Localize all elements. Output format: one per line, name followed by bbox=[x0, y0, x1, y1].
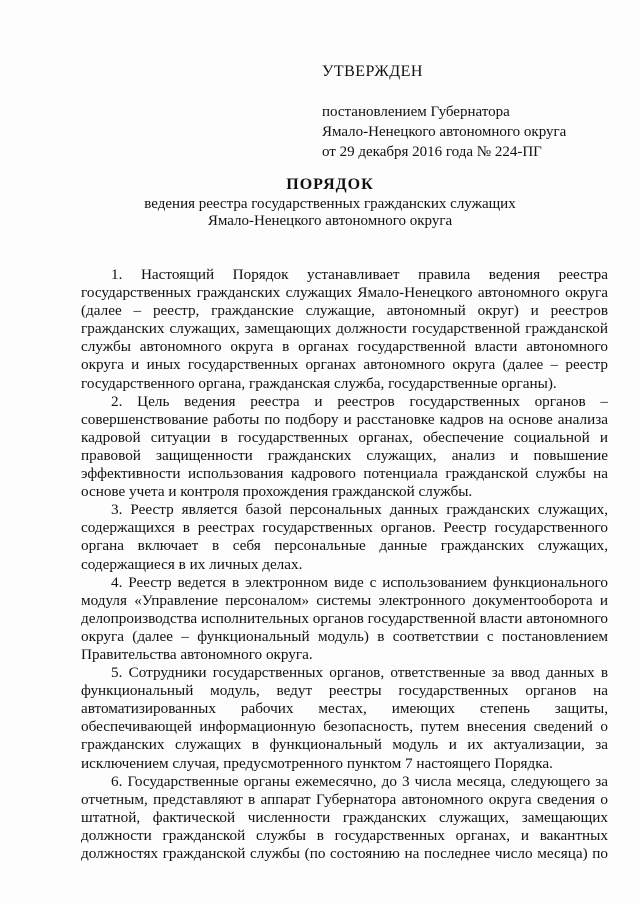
document-body bbox=[81, 266, 608, 863]
approval-line: Ямало-Ненецкого автономного округа bbox=[322, 124, 567, 140]
approval-line: постановлением Губернатора bbox=[322, 104, 510, 120]
document-title-block bbox=[60, 176, 600, 230]
document-title: ПОРЯДОК bbox=[286, 176, 374, 193]
approval-line: от 29 декабря 2016 года № 224-ПГ bbox=[322, 144, 542, 160]
paragraph-6: 6. Государственные органы ежемесячно, до 3 числа месяца, следующего за отчетным, представляют в аппарат Губернатора автономного округа сведения о штатной, фактической численности гражданских служащих, замещающих должности гражданской службы в государственных органах, и вакантных должностях гражданской службы (по состоянию на последнее число месяца) по bbox=[81, 772, 608, 862]
approval-heading: УТВЕРЖДЕН bbox=[322, 63, 423, 80]
paragraph-4: 4. Реестр ведется в электронном виде с использованием функционального модуля «Управление персоналом» системы электронного документооборота и делопроизводства исполнительных органов государственной власти автономного округа (далее – функциональный модуль) в соответствии с постановлением Правительства автономного округа. bbox=[81, 573, 608, 663]
paragraph-1: 1. Настоящий Порядок устанавливает правила ведения реестра государственных гражданских служащих Ямало-Ненецкого автономного округа (далее – реестр, гражданские служащие, автономный округ) и реестров гражданских служащих, замещающих должности государственной гражданской службы автономного округа в органах государственной власти автономного округа и иных государственных органах автономного округа (далее – реестр государственного органа, гражданская служба, государственные органы). bbox=[81, 266, 608, 392]
paragraph-2: 2. Цель ведения реестра и реестров государственных органов – совершенствование работы по подбору и расстановке кадров на основе анализа кадровой ситуации в государственных органах, обеспечение социальной и правовой защищенности гражданских служащих, анализ и повышение эффективности использования кадрового потенциала гражданской службы на основе учета и контроля прохождения гражданской службы. bbox=[81, 392, 608, 501]
paragraph-5: 5. Сотрудники государственных органов, ответственные за ввод данных в функциональный модуль, ведут реестры государственных органов на автоматизированных рабочих местах, имеющих степень защиты, обеспечивающей информационную безопасность, путем внесения сведений о гражданских служащих в функциональный модуль и их актуализации, за исключением случая, предусмотренного пунктом 7 настоящего Порядка. bbox=[81, 664, 608, 772]
approval-stamp bbox=[322, 62, 622, 162]
document-subtitle: Ямало-Ненецкого автономного округа bbox=[207, 213, 453, 229]
paragraph-3: 3. Реестр является базой персональных данных гражданских служащих, содержащихся в реестрах государственных органов. Реестр государственного органа включает в себя персональные данные гражданских служащих, содержащиеся в их личных делах. bbox=[81, 501, 608, 573]
document-subtitle: ведения реестра государственных гражданских служащих bbox=[144, 196, 516, 212]
